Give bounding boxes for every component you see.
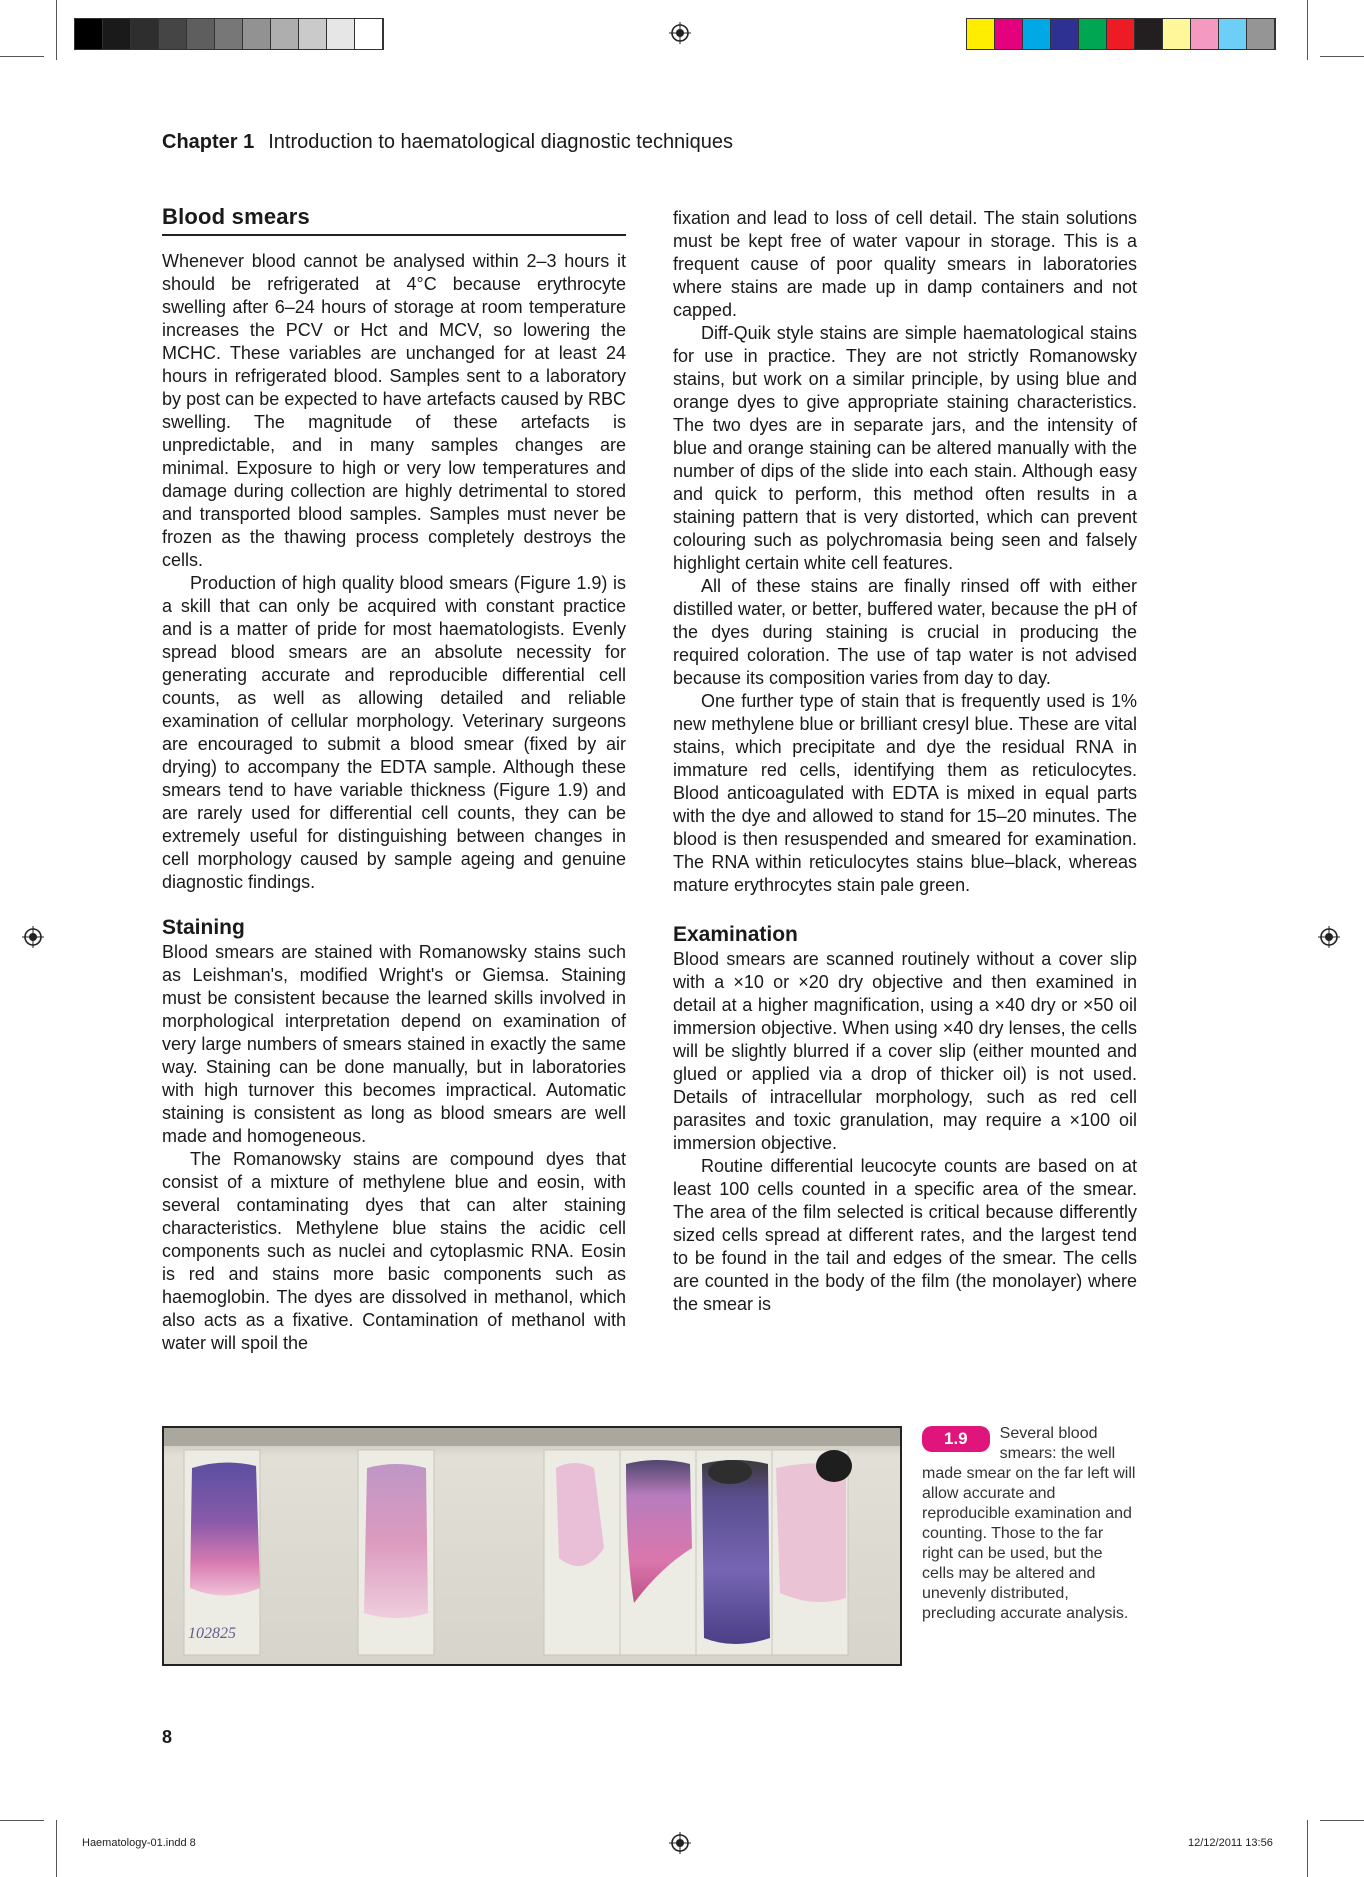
- subsection-title: Staining: [162, 916, 245, 939]
- left-column: [162, 205, 626, 1355]
- footer-file-slug: Haematology-01.indd 8: [82, 1837, 196, 1849]
- color-swatch: [75, 19, 103, 49]
- color-swatch: [159, 19, 187, 49]
- color-swatch: [1107, 19, 1135, 49]
- grayscale-control-bar: [74, 18, 384, 50]
- figure-caption: [922, 1424, 1138, 1624]
- color-swatch: [131, 19, 159, 49]
- paragraph: Routine differential leucocyte counts are based on at least 100 cells counted in a specific area of the smear. The area of the film selected is critical because differently sized cells spread at different rates, and the largest tend to be found in the tail and edges of the smear. The cells are counted in the body of the film (the monolayer) where the smear is: [673, 1156, 1137, 1314]
- color-swatch: [995, 19, 1023, 49]
- color-swatch: [355, 19, 383, 49]
- paragraph: One further type of stain that is frequently used is 1% new methylene blue or brilliant cresyl blue. These are vital stains, which precipitate and dye the residual RNA in immature red cells, identifying them as reticulocytes. Blood anticoagulated with EDTA is mixed in equal parts with the dye and allowed to stand for 15–20 minutes. The blood is then resuspended and smeared for examination. The RNA within reticulocytes stains blue–black, whereas mature erythrocytes stain pale green.: [673, 691, 1137, 895]
- color-swatch: [187, 19, 215, 49]
- color-swatch: [243, 19, 271, 49]
- color-swatch: [271, 19, 299, 49]
- right-column: [673, 207, 1137, 1316]
- color-control-bar: [966, 18, 1276, 50]
- color-swatch: [215, 19, 243, 49]
- chapter-label: Chapter 1: [162, 131, 255, 153]
- color-swatch: [967, 19, 995, 49]
- registration-mark-icon: [1318, 926, 1340, 948]
- paragraph: fixation and lead to loss of cell detail. The stain solutions must be kept free of water vapour in storage. This is a frequent cause of poor quality smears in laboratories where stains are made up in damp containers and not capped.: [673, 208, 1137, 320]
- color-swatch: [1219, 19, 1247, 49]
- paragraph: Blood smears are scanned routinely without a cover slip with a ×10 or ×20 dry objective and then examined in detail at a higher magnification, using a ×40 dry or ×50 oil immersion objective. When using ×40 dry lenses, the cells will be slightly blurred if a cover slip (either mounted and glued or applied via a drop of thicker oil) is not used. Details of intracellular morphology, such as red cell parasites and toxic granulation, may require a ×100 oil immersion objective.: [673, 949, 1137, 1153]
- paragraph: Whenever blood cannot be analysed within 2–3 hours it should be refrigerated at 4°C because erythrocyte swelling after 6–24 hours of storage at room temperature increases the PCV or Hct and MCV, so lowering the MCHC. These variables are unchanged for at least 24 hours in refrigerated blood. Samples sent to a laboratory by post can be expected to have artefacts caused by RBC swelling. The magnitude of these artefacts is unpredictable, and in many samples changes are minimal. Exposure to high or very low temperatures and damage during collection are highly detrimental to stored and transported blood samples. Samples must never be frozen as the thawing process completely destroys the cells.: [162, 251, 626, 570]
- figure-photo: [162, 1426, 902, 1666]
- color-swatch: [1051, 19, 1079, 49]
- paragraph: Diff-Quik style stains are simple haematological stains for use in practice. They are not strictly Romanowsky stains, but work on a similar principle, by using blue and orange dyes to give appropriate staining characteristics. The two dyes are in separate jars, and the intensity of blue and orange staining can be altered manually with the number of dips of the slide into each stain. Although easy and quick to perform, this method often results in a staining pattern that is very distorted, which can prevent colouring such as polychromasia being seen and falsely highlight certain white cell features.: [673, 323, 1137, 573]
- color-swatch: [103, 19, 131, 49]
- color-swatch: [299, 19, 327, 49]
- paragraph: Blood smears are stained with Romanowsky stains such as Leishman's, modified Wright's or Giemsa. Staining must be consistent because the learned skills involved in morphological interpretation depend on examination of very large numbers of smears stained in exactly the same way. Staining can be done manually, but in laboratories with high turnover this becomes impractical. Automatic staining is consistent as long as blood smears are well made and homogeneous.: [162, 942, 626, 1146]
- color-swatch: [1163, 19, 1191, 49]
- footer-date-slug: 12/12/2011 13:56: [1188, 1837, 1273, 1849]
- color-swatch: [1191, 19, 1219, 49]
- subsection-title: Examination: [673, 923, 798, 946]
- figure-number-badge: 1.9: [922, 1426, 990, 1452]
- color-swatch: [1247, 19, 1275, 49]
- paragraph: The Romanowsky stains are compound dyes that consist of a mixture of methylene blue and eosin, with several contaminating dyes that can alter staining characteristics. Methylene blue stains the acidic cell components such as nuclei and cytoplasmic RNA. Eosin is red and stains more basic components such as haemoglobin. The dyes are dissolved in methanol, which also acts as a fixative. Contamination of methanol with water will spoil the: [162, 1149, 626, 1353]
- paragraph: Production of high quality blood smears (Figure 1.9) is a skill that can only be acquired with constant practice and is a matter of pride for most haematologists. Evenly spread blood smears are an absolute necessity for generating accurate and reproducible differential cell counts, as well as allowing detailed and reliable examination of cellular morphology. Veterinary surgeons are encouraged to submit a blood smear (fixed by air drying) to accompany the EDTA sample. Although these smears tend to have variable thickness (Figure 1.9) and are rarely used for differential cell counts, they can be extremely useful for distinguishing between changes in cell morphology caused by sample ageing and genuine diagnostic findings.: [162, 573, 626, 892]
- chapter-header: [162, 131, 733, 154]
- registration-mark-icon: [669, 22, 691, 44]
- section-title: Blood smears: [162, 205, 626, 236]
- page-number: 8: [162, 1727, 173, 1747]
- registration-mark-icon: [669, 1832, 691, 1854]
- chapter-title: Introduction to haematological diagnostic techniques: [268, 131, 733, 153]
- color-swatch: [327, 19, 355, 49]
- paragraph: All of these stains are finally rinsed off with either distilled water, or better, buffered water, because the pH of the dyes during staining is crucial in producing the required coloration. The use of tap water is not advised because its composition varies from day to day.: [673, 576, 1137, 688]
- figure-caption-text: Several blood smears: the well made smear on the far left will allow accurate and reproducible examination and counting. Those to the far right can be used, but the cells may be altered and unevenly distributed, precluding accurate analysis.: [922, 1425, 1136, 1622]
- slide-label: 102825: [188, 1625, 236, 1642]
- color-swatch: [1023, 19, 1051, 49]
- blood-smear-slides-image: [164, 1428, 900, 1664]
- color-swatch: [1079, 19, 1107, 49]
- registration-mark-icon: [22, 926, 44, 948]
- color-swatch: [1135, 19, 1163, 49]
